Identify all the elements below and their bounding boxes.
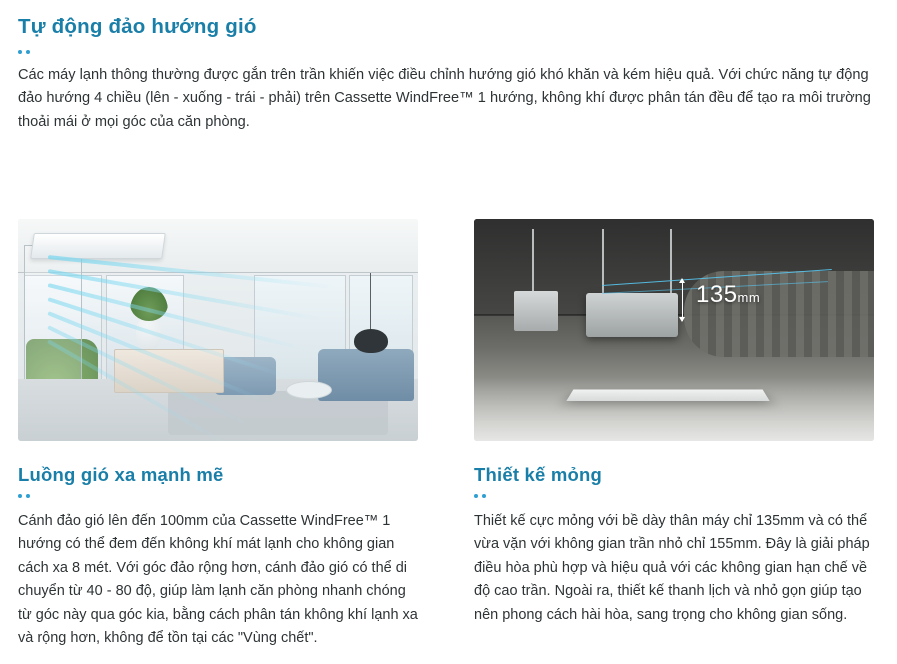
intro-section (18, 14, 880, 135)
dimension-value: 135 (696, 281, 738, 308)
accent-dot (474, 494, 478, 498)
glass-door (24, 245, 82, 395)
title-dot-accent (474, 494, 874, 498)
title-dot-accent (18, 494, 418, 498)
floor-light-gradient (474, 377, 874, 441)
coffee-table (286, 381, 332, 399)
page-title: Tự động đảo hướng gió (18, 15, 257, 38)
cassette-ac-unit (30, 233, 166, 259)
accent-dot (26, 494, 30, 498)
dimension-label (696, 281, 760, 309)
title-dot-accent (18, 50, 880, 54)
feature-column-airflow (18, 464, 418, 651)
intro-paragraph: Các máy lạnh thông thường được gắn trên trần khiến việc điều chỉnh hướng gió khó khăn và kém hiệu quả. Với chức năng tự động đảo hướng 4 chiều (lên - xuống - trái - phải) trên Cassette WindFree™ 1 hướng, không khí được phân tán đều để tạo ra môi trường thoải mái ở mọi góc của căn phòng. (18, 66, 871, 130)
mounting-bracket (514, 291, 558, 331)
feature-title: Thiết kế mỏng (474, 464, 602, 485)
feature-paragraph: Cánh đảo gió lên đến 100mm của Cassette WindFree™ 1 hướng có thể đem đến không khí mát lạnh cho không gian cách xa 8 mét. Với góc đảo rộng hơn, cánh đảo gió có thể di chuyển từ 40 - 80 độ, giúp làm lạnh căn phòng nhanh chóng từ góc này qua góc kia, bằng cách phân tán không khí lạnh xa và rộng hơn, không để tồn tại các "Vùng chết". (18, 513, 418, 647)
dimension-arrow-icon (682, 279, 683, 321)
room-illustration (18, 219, 418, 441)
plant (130, 287, 168, 321)
accent-dot (18, 494, 22, 498)
feature-paragraph: Thiết kế cực mỏng với bề dày thân máy chỉ 135mm và có thể vừa vặn với không gian trần nhỏ chỉ 155mm. Đây là giải pháp điều hòa phù hợp và hiệu quả với các không gian hạn chế về độ cao trần. Ngoài ra, thiết kế thanh lịch và nhỏ gọn giúp tạo nên phong cách hài hòa, sang trọng cho không gian sống. (474, 513, 870, 623)
hanger-rod (602, 229, 604, 293)
feature-column-slim (474, 464, 874, 651)
console-cabinet (114, 349, 224, 393)
hanger-rod (532, 229, 534, 293)
accent-dot (26, 50, 30, 54)
accent-dot (18, 50, 22, 54)
slim-design-image (474, 219, 874, 441)
accent-dot (482, 494, 486, 498)
sofa (318, 349, 414, 401)
pendant-lamp (354, 329, 388, 353)
ceiling-cutaway-illustration (474, 219, 874, 441)
feature-columns (18, 464, 880, 651)
ac-body (586, 293, 678, 337)
pendant-lamp-wire (370, 273, 371, 331)
room-airflow-image (18, 219, 418, 441)
hanger-rod (670, 229, 672, 293)
feature-title: Luồng gió xa mạnh mẽ (18, 464, 224, 485)
dimension-unit: mm (737, 290, 761, 305)
image-row (18, 219, 880, 441)
